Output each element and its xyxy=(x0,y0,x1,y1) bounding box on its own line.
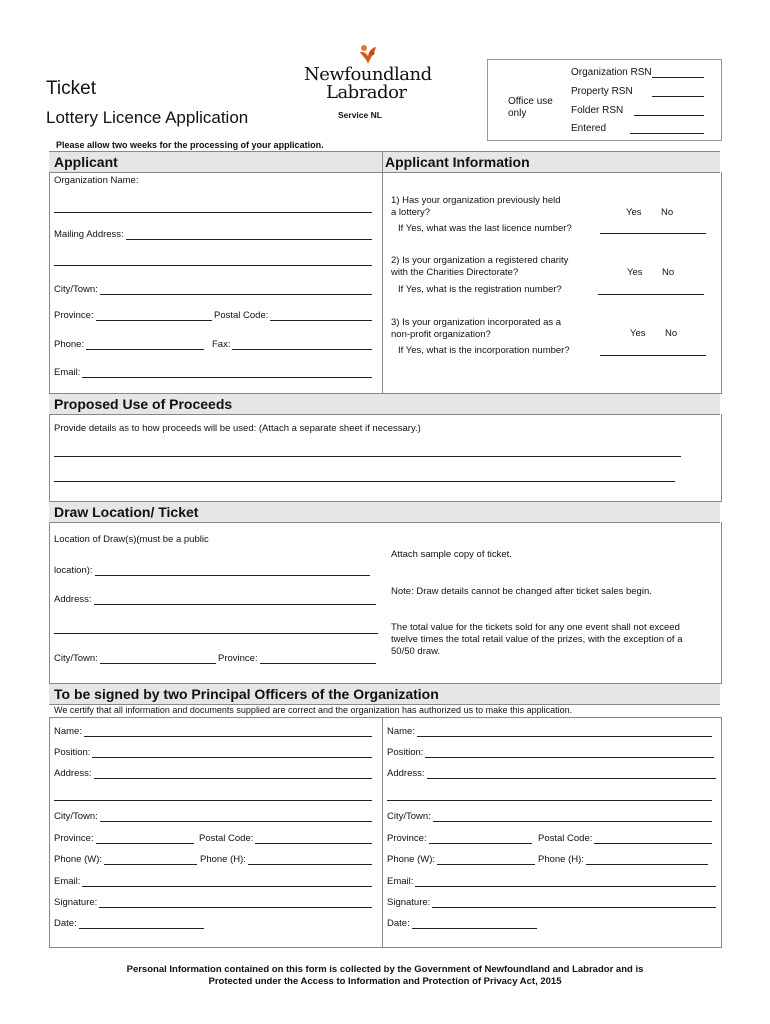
org-name-label: Organization Name: xyxy=(54,175,139,186)
draw-header-bar xyxy=(49,501,720,523)
privacy-footer xyxy=(0,964,770,988)
q1-line1: 1) Has your organization previously held xyxy=(391,195,561,206)
proceeds-heading: Proposed Use of Proceeds xyxy=(54,396,233,412)
officer2-address-field[interactable]: Address: xyxy=(387,768,716,779)
mailing-address-line2[interactable] xyxy=(54,265,372,266)
signed-heading: To be signed by two Principal Officers of the Organization xyxy=(54,686,439,702)
q1-yes[interactable]: Yes xyxy=(626,207,642,218)
privacy-line2: Protected under the Access to Information and Protection of Privacy Act, 2015 xyxy=(208,976,562,987)
privacy-line1: Personal Information contained on this form is collected by the Government of Newfoundland and Labrador and is xyxy=(126,964,644,975)
phone-field[interactable]: Phone: xyxy=(54,339,204,350)
proceeds-instructions: Provide details as to how proceeds will be used: (Attach a separate sheet if necessary.) xyxy=(54,423,421,434)
draw-note-details: Note: Draw details cannot be changed after ticket sales begin. xyxy=(391,586,652,597)
officer1-name-field[interactable]: Name: xyxy=(54,726,372,737)
q3-no[interactable]: No xyxy=(665,328,678,339)
province-field[interactable]: Province: xyxy=(54,310,212,321)
officer2-postal-field[interactable]: Postal Code: xyxy=(538,833,712,844)
officer2-address-line2[interactable] xyxy=(387,800,712,801)
draw-location-label: Location of Draw(s)(must be a public xyxy=(54,534,209,545)
draw-note-value3: 50/50 draw. xyxy=(391,646,441,657)
q3-yes[interactable]: Yes xyxy=(630,328,646,339)
draw-province-field[interactable]: Province: xyxy=(218,653,376,664)
org-name-input[interactable] xyxy=(54,212,372,213)
q1-no[interactable]: No xyxy=(661,207,674,218)
incorporation-number-input[interactable] xyxy=(600,355,706,356)
draw-address-field[interactable]: Address: xyxy=(54,594,376,605)
officer2-phone-h-field[interactable]: Phone (H): xyxy=(538,854,708,865)
officer1-address-field[interactable]: Address: xyxy=(54,768,372,779)
form-title: Ticket xyxy=(46,78,96,99)
proceeds-line1[interactable] xyxy=(54,456,681,457)
office-use-box xyxy=(487,59,722,141)
officer2-province-field[interactable]: Province: xyxy=(387,833,532,844)
q2-line1: 2) Is your organization a registered charity xyxy=(391,255,569,266)
draw-note-value2: twelve times the total retail value of the prizes, with the exception of a xyxy=(391,634,683,645)
postal-code-field[interactable]: Postal Code: xyxy=(214,310,372,321)
pitcher-plant-icon xyxy=(354,42,382,66)
officer1-signature-field[interactable]: Signature: xyxy=(54,897,372,908)
office-use-label: Office use only xyxy=(508,96,553,119)
applicant-header-bar xyxy=(49,151,720,173)
property-rsn-label: Property RSN xyxy=(571,86,633,97)
officer1-province-field[interactable]: Province: xyxy=(54,833,194,844)
officer2-city-field[interactable]: City/Town: xyxy=(387,811,712,822)
licence-number-input[interactable] xyxy=(600,233,706,234)
form-subtitle: Lottery Licence Application xyxy=(46,108,249,127)
processing-notice: Please allow two weeks for the processing of your application. xyxy=(56,140,324,150)
email-field[interactable]: Email: xyxy=(54,367,372,378)
certify-statement: We certify that all information and documents supplied are correct and the organization has authorized us to make this application. xyxy=(54,705,573,715)
signed-header-bar xyxy=(49,683,720,705)
q3-line2: non-profit organization? xyxy=(391,329,491,340)
fax-field[interactable]: Fax: xyxy=(212,339,372,350)
draw-heading: Draw Location/ Ticket xyxy=(54,504,199,520)
officer2-name-field[interactable]: Name: xyxy=(387,726,712,737)
q1-line2: a lottery? xyxy=(391,207,431,218)
proceeds-header-bar xyxy=(49,393,720,415)
draw-address-line2[interactable] xyxy=(54,633,378,634)
officer1-position-field[interactable]: Position: xyxy=(54,747,372,758)
officer2-email-field[interactable]: Email: xyxy=(387,876,716,887)
officer1-date-field[interactable]: Date: xyxy=(54,918,204,929)
officer1-email-field[interactable]: Email: xyxy=(54,876,372,887)
officer1-phone-w-field[interactable]: Phone (W): xyxy=(54,854,197,865)
logo-line1: Newfoundland xyxy=(304,64,432,85)
q2-followup: If Yes, what is the registration number? xyxy=(398,284,562,295)
q3-followup: If Yes, what is the incorporation number? xyxy=(398,345,570,356)
officer1-postal-field[interactable]: Postal Code: xyxy=(199,833,372,844)
proceeds-line2[interactable] xyxy=(54,481,675,482)
applicant-box xyxy=(49,172,722,394)
mailing-address-field[interactable]: Mailing Address: xyxy=(54,229,372,240)
city-field[interactable]: City/Town: xyxy=(54,284,372,295)
logo-line2: Labrador xyxy=(326,82,407,103)
nl-logo xyxy=(300,42,432,122)
org-rsn-label: Organization RSN xyxy=(571,67,652,78)
applicant-heading: Applicant xyxy=(54,154,118,170)
draw-city-field[interactable]: City/Town: xyxy=(54,653,216,664)
officer2-phone-w-field[interactable]: Phone (W): xyxy=(387,854,535,865)
q2-line2: with the Charities Directorate? xyxy=(391,267,519,278)
officer2-position-field[interactable]: Position: xyxy=(387,747,714,758)
officer1-phone-h-field[interactable]: Phone (H): xyxy=(200,854,372,865)
registration-number-input[interactable] xyxy=(598,294,704,295)
draw-note-ticket: Attach sample copy of ticket. xyxy=(391,549,512,560)
draw-note-value1: The total value for the tickets sold for any one event shall not exceed xyxy=(391,622,680,633)
q1-followup: If Yes, what was the last licence number? xyxy=(398,223,572,234)
service-nl: Service NL xyxy=(338,110,382,120)
entered-label: Entered xyxy=(571,123,607,134)
folder-rsn-label: Folder RSN xyxy=(571,105,624,116)
applicant-info-heading: Applicant Information xyxy=(385,154,530,170)
q2-no[interactable]: No xyxy=(662,267,675,278)
officer1-address-line2[interactable] xyxy=(54,800,372,801)
draw-location-field[interactable]: location): xyxy=(54,565,370,576)
officer2-signature-field[interactable]: Signature: xyxy=(387,897,716,908)
q2-yes[interactable]: Yes xyxy=(627,267,643,278)
officer2-date-field[interactable]: Date: xyxy=(387,918,537,929)
q3-line1: 3) Is your organization incorporated as a xyxy=(391,317,562,328)
officer1-city-field[interactable]: City/Town: xyxy=(54,811,372,822)
